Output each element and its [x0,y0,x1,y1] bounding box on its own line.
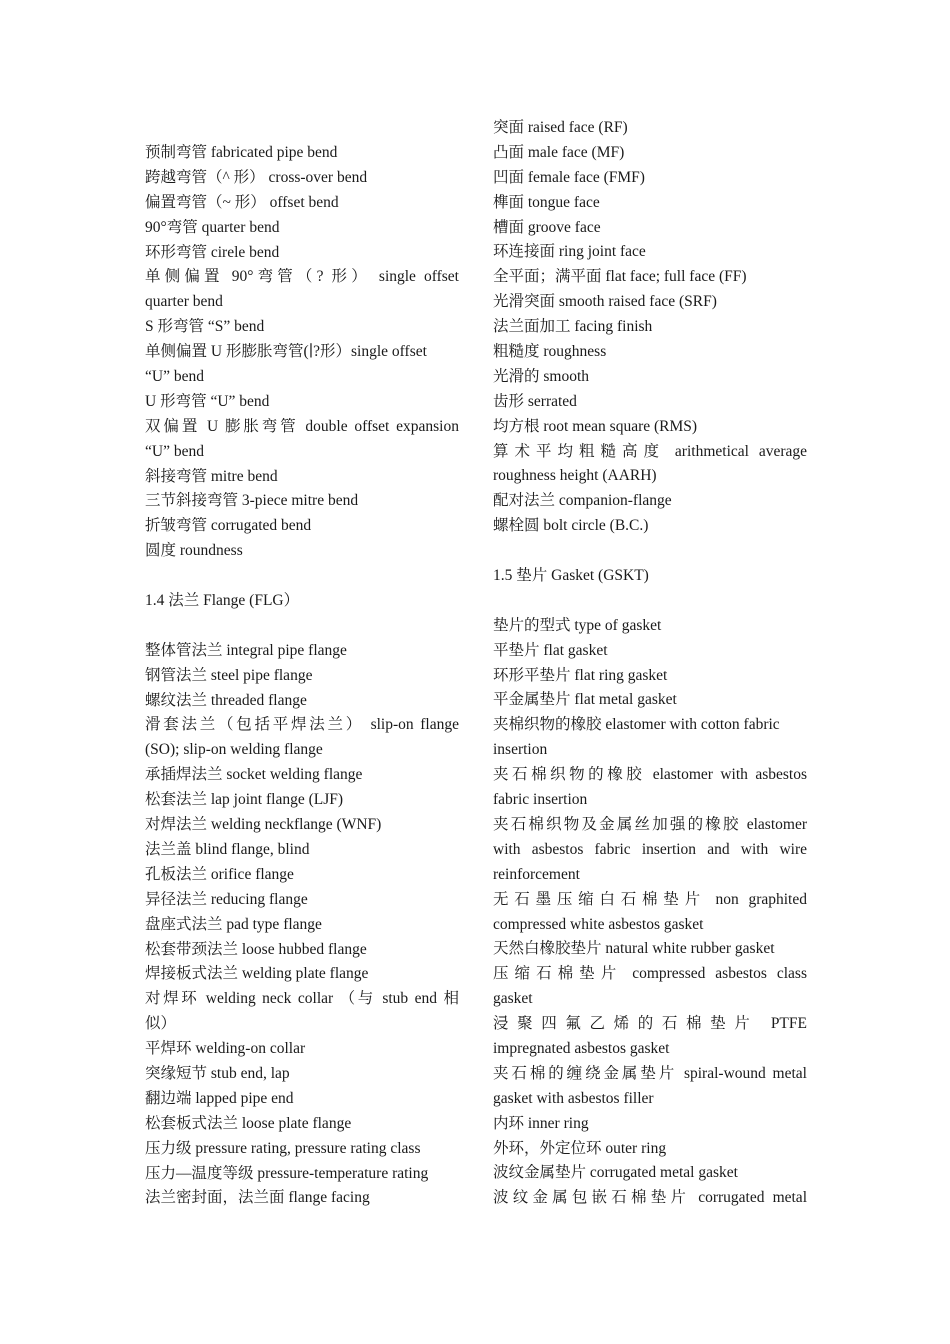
left-line: 单侧偏置 90°弯管（? 形） single offset [145,268,459,286]
left-line: 1.4 法兰 Flange (FLG） [145,592,300,610]
right-line: gasket with asbestos filler [493,1089,654,1107]
right-line: 压缩石棉垫片 compressed asbestos class [493,965,807,983]
right-line: 法兰面加工 facing finish [493,318,653,336]
left-line: 孔板法兰 orifice flange [145,865,294,883]
right-line [493,539,807,564]
right-line: 突面 raised face (RF) [493,119,628,136]
left-line: (SO); slip-on welding flange [145,741,323,759]
right-line: 内环 inner ring [493,1114,589,1132]
right-line: 环形平垫片 flat ring gasket [493,666,668,684]
left-line: 焊接板式法兰 welding plate flange [145,965,369,983]
left-line: 松套带颈法兰 loose hubbed flange [145,940,367,958]
left-line: 突缘短节 stub end, lap [145,1064,290,1082]
left-line: 对焊法兰 welding neckflange (WNF) [145,816,382,834]
right-line: 夹石棉的缠绕金属垫片 spiral-wound metal [493,1064,807,1082]
left-line: 钢管法兰 steel pipe flange [145,666,313,684]
right-line: 波纹金属包嵌石棉垫片 corrugated metal [493,1189,807,1207]
right-line: 外环，外定位环 outer ring [493,1139,667,1157]
right-line: 平垫片 flat gasket [493,641,608,659]
left-line: 螺纹法兰 threaded flange [145,691,307,709]
left-line: 松套法兰 lap joint flange (LJF) [145,791,344,809]
left-line: 异径法兰 reducing flange [145,890,308,908]
right-line: 夹棉织物的橡胶 elastomer with cotton fabric [493,716,780,734]
right-line: roughness height (AARH) [493,467,657,485]
right-line: impregnated asbestos gasket [493,1039,670,1057]
right-line: insertion [493,741,548,759]
right-line: fabric insertion [493,791,588,809]
left-line: “U” bend [145,368,204,386]
left-line: 斜接弯管 mitre bend [145,467,278,485]
left-line: 偏置弯管（~ 形） offset bend [145,193,339,211]
right-line: 均方根 root mean square (RMS) [493,417,698,435]
left-line: 双偏置 U 膨胀弯管 double offset expansion [145,417,459,435]
left-line [145,564,459,589]
right-line: 凹面 female face (FMF) [493,168,645,186]
left-line: 三节斜接弯管 3-piece mitre bend [145,492,359,510]
right-line: 全平面；满平面 flat face; full face (FF) [493,268,747,286]
left-line: 压力—温度等级 pressure-temperature rating [145,1164,429,1182]
right-column [493,116,807,1211]
left-line: U 形弯管 “U” bend [145,392,270,410]
right-line: 凸面 male face (MF) [493,143,625,161]
right-line: 螺栓圆 bolt circle (B.C.) [493,517,649,535]
left-line: 承插焊法兰 socket welding flange [145,766,363,784]
left-line: 单侧偏置 U 形膨胀弯管(∣?形）single offset [145,343,427,361]
right-line: 无石墨压缩白石棉垫片 non graphited [493,890,807,908]
left-column [145,116,459,1211]
right-line: 光滑突面 smooth raised face (SRF) [493,293,717,311]
right-line: 光滑的 smooth [493,367,590,385]
left-line: “U” bend [145,442,204,460]
right-line [493,589,807,614]
right-line: 夹石棉织物的橡胶 elastomer with asbestos [493,766,807,784]
left-line: 法兰盖 blind flange, blind [145,840,310,858]
left-line: 跨越弯管（^ 形） cross-over bend [145,168,368,186]
right-line: 配对法兰 companion-flange [493,492,672,510]
left-line: 压力级 pressure rating, pressure rating class [145,1139,421,1157]
left-line: 圆度 roundness [145,542,243,560]
left-line [145,614,459,639]
right-line: reinforcement [493,865,580,883]
left-line: 折皱弯管 corrugated bend [145,517,312,535]
left-line: 法兰密封面，法兰面 flange facing [145,1189,370,1207]
left-line: 对焊环 welding neck collar （与 stub end 相 [145,990,459,1008]
right-line: 夹石棉织物及金属丝加强的橡胶 elastomer [493,815,807,833]
left-line: quarter bend [145,293,223,311]
right-line: 算术平均粗糙高度 arithmetical average [493,442,807,460]
right-line: 波纹金属垫片 corrugated metal gasket [493,1164,738,1182]
right-line: gasket [493,990,533,1008]
left-line: 似） [145,1015,177,1033]
right-line: 天然白橡胶垫片 natural white rubber gasket [493,940,775,958]
left-line: 滑套法兰（包括平焊法兰） slip-on flange [145,716,459,734]
right-line: 齿形 serrated [493,392,577,410]
left-line: 环形弯管 cirele bend [145,243,280,261]
right-line: 环连接面 ring joint face [493,243,646,261]
left-line: 整体管法兰 integral pipe flange [145,641,347,659]
left-line: 平焊环 welding-on collar [145,1040,306,1058]
right-line: 浸聚四氟乙烯的石棉垫片 PTFE [493,1015,807,1033]
right-line: 平金属垫片 flat metal gasket [493,691,677,709]
right-line: compressed white asbestos gasket [493,915,704,933]
right-line: 垫片的型式 type of gasket [493,616,662,634]
left-line: S 形弯管 “S” bend [145,318,265,336]
left-line: 盘座式法兰 pad type flange [145,915,322,933]
left-line: 松套板式法兰 loose plate flange [145,1114,352,1132]
right-line: 榫面 tongue face [493,193,600,211]
right-line: 1.5 垫片 Gasket (GSKT) [493,567,649,585]
left-line: 翻边端 lapped pipe end [145,1089,294,1107]
left-line: 90°弯管 quarter bend [145,218,280,236]
right-line: 粗糙度 roughness [493,343,607,361]
left-line: 预制弯管 fabricated pipe bend [145,144,338,161]
right-line: 槽面 groove face [493,218,601,236]
right-line: with asbestos fabric insertion and with wire [493,840,807,858]
